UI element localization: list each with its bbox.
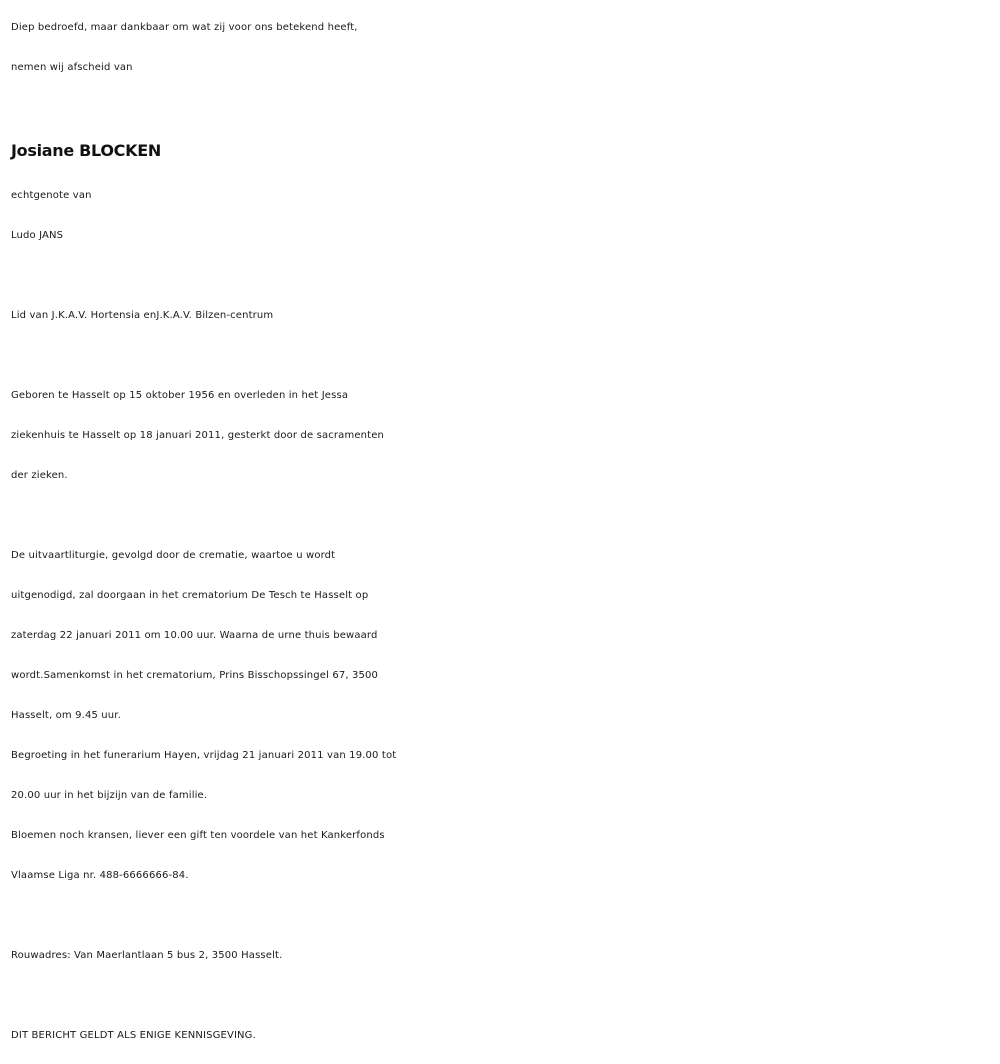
intro-block	[11, 8, 996, 88]
funeral-line: wordt.Samenkomst in het crematorium, Prins Bisschopssingel 67, 3500	[11, 670, 379, 681]
funeral-line: Hasselt, om 9.45 uur.	[11, 710, 121, 721]
birth-death-line: der zieken.	[11, 470, 68, 481]
spacer	[11, 256, 996, 296]
spacer	[11, 336, 996, 376]
intro-line: nemen wij afscheid van	[11, 62, 133, 73]
notice-line: DIT BERICHT GELDT ALS ENIGE KENNISGEVING.	[11, 1030, 256, 1041]
birth-death-block	[11, 376, 996, 496]
spacer	[11, 976, 996, 1016]
spacer	[11, 496, 996, 536]
birth-death-line: ziekenhuis te Hasselt op 18 januari 2011, gesterkt door de sacramenten	[11, 430, 384, 441]
birth-death-line: Geboren te Hasselt op 15 oktober 1956 en overleden in het Jessa	[11, 390, 349, 401]
funeral-line: zaterdag 22 januari 2011 om 10.00 uur. Waarna de urne thuis bewaard	[11, 630, 378, 641]
donation-line: Bloemen noch kransen, liever een gift ten voordele van het Kankerfonds	[11, 830, 385, 841]
intro-line: Diep bedroefd, maar dankbaar om wat zij voor ons betekend heeft,	[11, 22, 358, 33]
visitation-line: 20.00 uur in het bijzijn van de familie.	[11, 790, 208, 801]
mourning-address: Rouwadres: Van Maerlantlaan 5 bus 2, 3500 Hasselt.	[11, 950, 283, 961]
relation-line: echtgenote van	[11, 190, 92, 201]
membership-line: Lid van J.K.A.V. Hortensia enJ.K.A.V. Bilzen-centrum	[11, 310, 274, 321]
donation-line: Vlaamse Liga nr. 488-6666666-84.	[11, 870, 189, 881]
relation-block	[11, 176, 996, 256]
spacer	[11, 896, 996, 936]
visitation-line: Begroeting in het funerarium Hayen, vrijdag 21 januari 2011 van 19.00 tot	[11, 750, 397, 761]
deceased-name: Josiane BLOCKEN	[11, 141, 161, 160]
funeral-line: De uitvaartliturgie, gevolgd door de crematie, waartoe u wordt	[11, 550, 336, 561]
funeral-line: uitgenodigd, zal doorgaan in het crematorium De Tesch te Hasselt op	[11, 590, 369, 601]
funeral-block	[11, 536, 996, 896]
spouse-name: Ludo JANS	[11, 230, 64, 241]
death-notice	[11, 8, 996, 1056]
